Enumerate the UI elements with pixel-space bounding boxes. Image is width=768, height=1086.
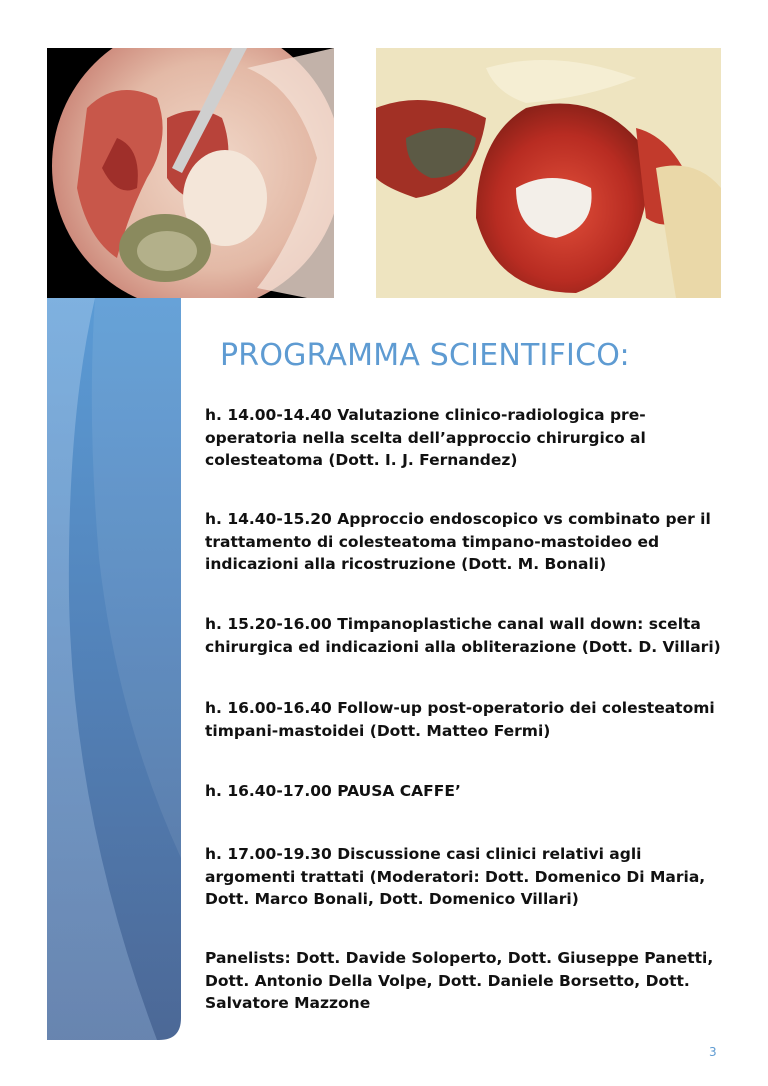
mastoid-cavity-photo: [376, 48, 721, 298]
page-title: PROGRAMMA SCIENTIFICO:: [220, 338, 630, 373]
program-item-2: h. 14.40-15.20 Approccio endoscopico vs combinato per il trattamento di colesteatoma timpano-mastoideo ed indicazioni alla ricostruzione (Dott. M. Bonali): [205, 510, 711, 573]
program-item-3: h. 15.20-16.00 Timpanoplastiche canal wall down: scelta chirurgica ed indicazioni alla obliterazione (Dott. D. Villari): [205, 615, 721, 656]
endoscopic-surgery-photo: [47, 48, 334, 298]
program-item-1: h. 14.00-14.40 Valutazione clinico-radiologica pre-operatoria nella scelta dell’approccio chirurgico al colesteatoma (Dott. I. J. Fernandez): [205, 406, 646, 469]
decorative-sidebar: [47, 298, 181, 1040]
program-item-discussion: h. 17.00-19.30 Discussione casi clinici relativi agli argomenti trattati (Moderatori: Dott. Domenico Di Maria, Dott. Marco Bonali, Dott. Domenico Villari): [205, 845, 706, 908]
program-item-4: h. 16.00-16.40 Follow-up post-operatorio dei colesteatomi timpani-mastoidei (Dott. Matteo Fermi): [205, 699, 715, 740]
panelists-list: Panelists: Dott. Davide Soloperto, Dott. Giuseppe Panetti, Dott. Antonio Della Volpe, Dott. Daniele Borsetto, Dott. Salvatore Mazzone: [205, 949, 714, 1012]
program-item-break: h. 16.40-17.00 PAUSA CAFFE’: [205, 782, 461, 800]
page-number: 3: [709, 1045, 717, 1059]
